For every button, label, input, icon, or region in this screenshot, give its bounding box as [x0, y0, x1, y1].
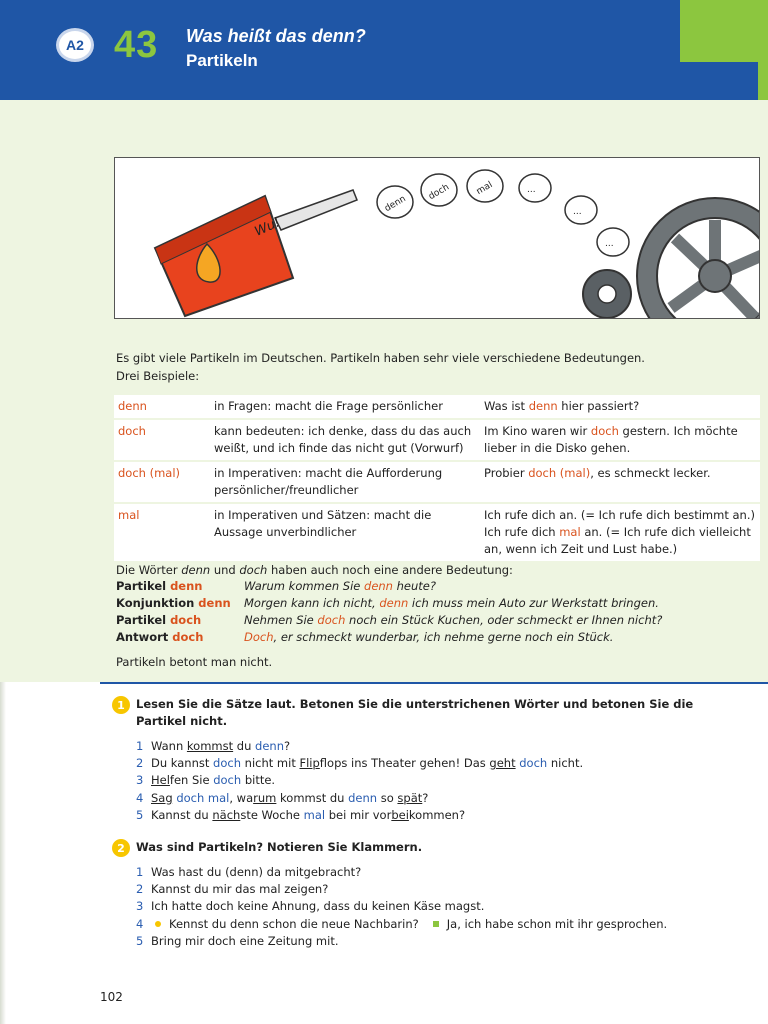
text-span: nicht mit [241, 756, 300, 771]
text-span: Die Wörter [116, 563, 182, 577]
sentence-text [151, 738, 290, 755]
particle-word: doch [519, 756, 548, 771]
sentence-text [151, 755, 583, 772]
unit-number: 43 [114, 24, 159, 66]
particle-word: denn [348, 790, 378, 805]
speaker-b-bullet-icon [433, 921, 439, 927]
text-span: Morgen kann ich nicht, [244, 596, 380, 610]
word-type-label [116, 595, 244, 612]
example-text: Im Kino waren wir [484, 424, 591, 438]
speech-bubble-denn [377, 186, 413, 218]
text-span: du [233, 739, 256, 753]
sentence-text [151, 898, 484, 915]
meaning-cell: in Imperativen: macht die Aufforderung persönlicher/freundlicher [210, 461, 480, 503]
list-item [136, 933, 756, 950]
text-span: Ich hatte doch keine Ahnung, dass du keinen Käse magst. [151, 899, 485, 914]
particle-word: mal [303, 807, 326, 822]
exercise-number-badge: 2 [112, 839, 130, 857]
text-span: Ja, ich habe schon mit ihr gesprochen. [446, 916, 668, 931]
example-sentence [244, 595, 659, 612]
example-text: an. (= Ich rufe dich vielleicht an, wenn ich Zeit und Lust habe.) [484, 525, 751, 556]
item-number: 5 [136, 933, 144, 948]
text-span: Antwort [116, 630, 173, 644]
text-span: Nehmen Sie [244, 613, 318, 627]
large-gear-icon [637, 198, 760, 319]
example-sentence [244, 629, 613, 646]
table-row [114, 395, 760, 419]
table-row [114, 503, 760, 562]
header-green-strip [758, 62, 768, 100]
exercise-instruction: Lesen Sie die Sätze laut. Betonen Sie die unterstrichenen Wörter und betonen Sie die Partikel nicht. [136, 697, 694, 728]
text-span: fen Sie [169, 773, 214, 788]
exercise-1-list [136, 738, 756, 824]
text-span: kommst du [276, 790, 349, 805]
example-cell [480, 419, 760, 461]
particle-cell: doch (mal) [114, 461, 210, 503]
text-span: flops ins Theater gehen! Das [319, 756, 490, 771]
sentence-text [151, 881, 328, 898]
intro-text [116, 349, 756, 385]
particle-cell: denn [114, 395, 210, 419]
item-number: 5 [136, 807, 144, 822]
list-item [116, 595, 756, 612]
unit-title: Was heißt das denn? [186, 26, 366, 46]
text-span: Du kannst [151, 756, 214, 771]
stressed-word: Sag [151, 790, 173, 805]
example-text: , es schmeckt lecker. [590, 466, 711, 480]
item-number: 1 [136, 739, 144, 753]
text-span: doch [317, 613, 346, 627]
text-span: Konjunktion [116, 596, 199, 610]
text-span: haben auch noch eine andere Bedeutung: [267, 563, 513, 577]
stress-note: Partikeln betont man nicht. [116, 655, 273, 669]
text-span: doch [170, 613, 202, 627]
item-number: 1 [136, 865, 144, 879]
meaning-cell: kann bedeuten: ich denke, dass du das auch weißt, und ich finde das nicht gut (Vorwurf) [210, 419, 480, 461]
text-span: Partikel [116, 613, 171, 627]
unit-subtitle: Partikeln [186, 51, 258, 70]
list-item [136, 881, 756, 898]
particle-word: doch [213, 773, 242, 788]
exercise-2-heading [112, 839, 732, 856]
text-span: nicht. [547, 756, 584, 771]
text-span: ich muss mein Auto zur Werkstatt bringen. [408, 596, 659, 610]
text-span: denn [181, 563, 211, 577]
stressed-word: bei [391, 807, 409, 822]
text-span: bitte. [241, 773, 276, 788]
text-span: doch [239, 563, 268, 577]
example-cell [480, 395, 760, 419]
example-particle: denn [528, 399, 558, 413]
text-span: kommen? [408, 807, 466, 822]
example-particle: doch [590, 424, 619, 438]
list-item [136, 864, 756, 881]
illustration-svg [115, 158, 760, 319]
small-gear-icon [583, 270, 631, 318]
item-number: 2 [136, 756, 144, 771]
text-span: denn [379, 596, 409, 610]
particle-word: denn [255, 739, 284, 753]
other-meanings-intro [116, 562, 513, 579]
bubble-label: mal [474, 180, 495, 198]
list-item [116, 578, 756, 595]
word-type-label [116, 578, 244, 595]
speech-bubble-dots-2 [565, 196, 597, 224]
item-number: 4 [136, 790, 144, 805]
text-span: doch [172, 630, 204, 644]
example-text: Ich rufe dich an. (= Ich rufe dich bestimmt an.) [484, 508, 755, 522]
text-span: Partikel [116, 579, 171, 593]
list-item [136, 916, 756, 933]
speech-bubble-mal [467, 170, 503, 202]
sentence-text [151, 807, 465, 824]
text-span: ste Woche [240, 807, 304, 822]
text-span: Kannst du mir das mal zeigen? [151, 882, 329, 897]
exercise-2-list [136, 864, 756, 950]
header-green-tab [680, 0, 768, 62]
bubble-label: ... [573, 207, 582, 217]
item-number: 3 [136, 899, 144, 914]
particle-word: doch [213, 756, 241, 771]
text-span: ? [283, 739, 291, 753]
stressed-word: näch [212, 807, 241, 822]
example-sentence [244, 578, 436, 595]
text-span: heute? [392, 579, 436, 593]
speech-bubble-dots-1 [519, 174, 551, 202]
example-text: gestern. Ich möchte lieber in die Disko gehen. [484, 424, 738, 455]
sentence-text [151, 772, 275, 789]
text-span: , wa [229, 790, 254, 805]
oil-can-gears-illustration [114, 157, 760, 319]
section-divider [100, 682, 768, 684]
word-type-label [116, 612, 244, 629]
example-particle: doch (mal) [528, 466, 591, 480]
bubble-label: doch [427, 182, 452, 203]
intro-line-1: Es gibt viele Partikeln im Deutschen. Partikeln haben sehr viele verschiedene Bedeutungen. [116, 351, 645, 365]
item-number: 3 [136, 773, 144, 788]
list-item [136, 772, 756, 789]
item-number: 2 [136, 882, 144, 897]
list-item [116, 629, 756, 646]
stressed-word: rum [253, 790, 277, 805]
text-span: noch ein Stück Kuchen, oder schmeckt er Ihnen nicht? [345, 613, 663, 627]
bubble-label: ... [527, 185, 536, 195]
stressed-word: Hel [151, 773, 170, 788]
particle-table [114, 395, 760, 563]
text-span: denn [364, 579, 393, 593]
text-span: denn [170, 579, 203, 593]
sentence-text [151, 864, 361, 881]
example-cell [480, 461, 760, 503]
example-text: Probier [484, 466, 529, 480]
list-item [136, 738, 756, 755]
stressed-word: Flip [299, 756, 320, 771]
particle-cell: mal [114, 503, 210, 562]
unit-header [0, 0, 768, 100]
particle-word: doch mal [176, 790, 230, 805]
stressed-word: kommst [186, 739, 234, 753]
meaning-cell: in Imperativen und Sätzen: macht die Aussage unverbindlicher [210, 503, 480, 562]
list-item [136, 755, 756, 772]
page-number: 102 [100, 990, 123, 1004]
text-span: , er schmeckt wunderbar, ich nehme gerne noch ein Stück. [273, 630, 614, 644]
stressed-word: geht [489, 756, 516, 771]
exercise-instruction: Was sind Partikeln? Notieren Sie Klammern. [136, 840, 423, 854]
exercise-1-heading [112, 696, 732, 730]
sentence-text [151, 790, 428, 807]
text-span: ? [422, 790, 429, 805]
speech-bubble-doch [421, 174, 457, 206]
list-item [136, 790, 756, 807]
stressed-word: spät [397, 790, 423, 805]
text-span: Was hast du (denn) da mitgebracht? [151, 865, 362, 879]
oil-can-label: Wu! [252, 215, 283, 240]
sentence-text [151, 916, 667, 933]
text-span: denn [198, 596, 231, 610]
other-meanings-list [116, 578, 756, 646]
example-particle: mal [559, 525, 581, 539]
oil-can-icon [155, 190, 357, 316]
table-row [114, 461, 760, 503]
list-item [136, 807, 756, 824]
example-cell [480, 503, 760, 562]
text-span: Wann [151, 739, 187, 753]
example-text: hier passiert? [557, 399, 640, 413]
text-span: und [210, 563, 240, 577]
word-type-label [116, 629, 244, 646]
example-sentence [244, 612, 662, 629]
text-span: bei mir vor [325, 807, 392, 822]
text-span: Warum kommen Sie [244, 579, 365, 593]
speaker-a-bullet-icon [155, 921, 161, 927]
text-span: Bring mir doch eine Zeitung mit. [151, 933, 339, 948]
sentence-text [151, 933, 338, 950]
intro-line-2: Drei Beispiele: [116, 369, 200, 383]
bubble-label: ... [605, 239, 614, 249]
item-number: 4 [136, 916, 144, 931]
list-item [136, 898, 756, 915]
meaning-cell: in Fragen: macht die Frage persönlicher [210, 395, 480, 419]
list-item [116, 612, 756, 629]
example-text: Was ist [484, 399, 529, 413]
speech-bubble-dots-3 [597, 228, 629, 256]
particle-cell: doch [114, 419, 210, 461]
text-span: so [377, 790, 398, 805]
bubble-label: denn [383, 194, 408, 215]
table-row [114, 419, 760, 461]
level-badge: A2 [56, 28, 94, 62]
exercise-number-badge: 1 [112, 696, 130, 714]
example-text: Ich rufe dich [484, 525, 560, 539]
text-span: Kannst du [151, 807, 213, 822]
text-span: Doch [244, 630, 274, 644]
text-span: Kennst du denn schon die neue Nachbarin? [169, 916, 419, 931]
